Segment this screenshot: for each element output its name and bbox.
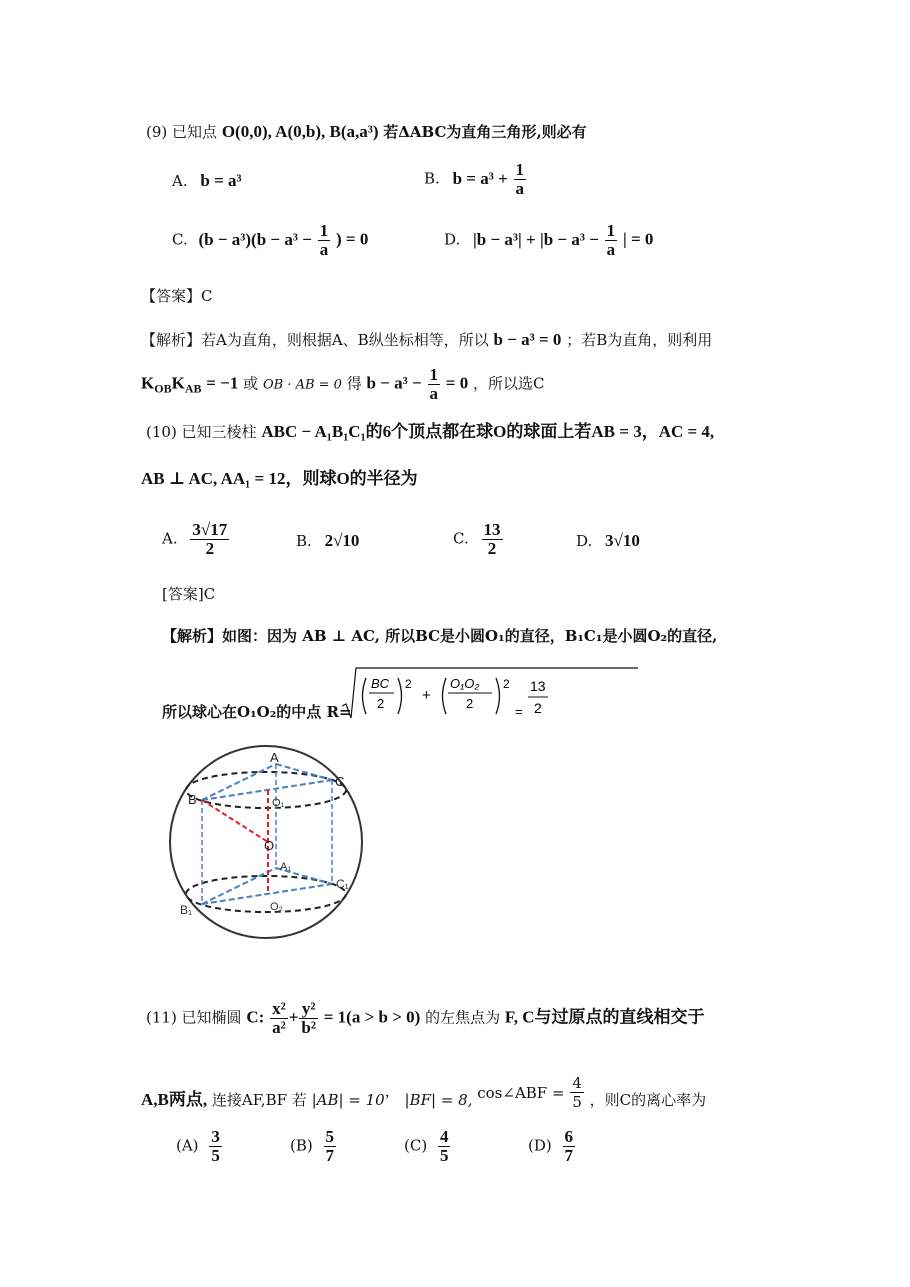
q10-explanation-line1 — [162, 626, 717, 646]
result-den: 2 — [534, 700, 542, 716]
frac1-den: 2 — [377, 696, 385, 711]
q11-stem-mid: 的左焦点为 — [425, 1008, 501, 1027]
frac2-num: O₁O₂ — [450, 676, 480, 691]
q9-option-a — [172, 171, 242, 191]
q10-stem-l2: AB ⊥ AC, AA₁ = 12，则球O的半径为 — [141, 469, 418, 488]
q11-option-b-num: 5 — [325, 1127, 335, 1146]
q9-option-a-math: b = a³ — [200, 171, 242, 190]
q10-option-a-num: 3√17 — [192, 520, 228, 539]
q11-option-a-fraction — [209, 1128, 222, 1165]
q9-expl2-k1: K — [141, 373, 155, 393]
q10-radical-expression — [342, 666, 642, 720]
label-o2: O₂ — [270, 901, 283, 913]
q11-option-a-num: 3 — [211, 1127, 220, 1146]
q9-expl2-sub1: OB — [154, 381, 172, 396]
q10-option-c — [453, 521, 504, 558]
q9-stem — [146, 122, 587, 142]
q9-option-d-label: D. — [444, 230, 461, 249]
q10-option-b — [296, 531, 359, 551]
q11-option-b — [290, 1128, 337, 1165]
q10-option-a-label: A. — [162, 529, 178, 548]
q9-option-b-label: B. — [424, 169, 440, 188]
exp2: 2 — [503, 677, 510, 691]
q9-option-b — [424, 161, 527, 198]
q9-option-c-label: C. — [172, 230, 188, 249]
plus-sign: + — [422, 687, 431, 704]
q9-option-c-num: 1 — [319, 221, 329, 240]
q9-expl2-den: a — [429, 384, 438, 403]
q10-option-c-num: 13 — [483, 520, 501, 539]
q9-option-d-num: 1 — [606, 221, 616, 240]
q11-option-c-label: (C) — [404, 1136, 428, 1155]
q10-option-b-label: B. — [296, 532, 312, 550]
q9-answer: 【答案】C — [141, 287, 213, 305]
label-a1: A₁ — [280, 861, 292, 873]
q9-stem-math: O(0,0), A(0,b), B(a,a³) — [221, 122, 379, 141]
q9-stem-prefix: (9) 已知点 — [146, 123, 218, 141]
q9-expl2-suffix: ，所以选C — [473, 374, 545, 393]
q11-option-d-fraction — [563, 1128, 576, 1165]
q9-option-c-math1: (b − a³)(b − a³ − — [198, 229, 312, 249]
q11-option-c — [404, 1128, 451, 1165]
q10-option-c-den: 2 — [487, 539, 497, 558]
label-c: C — [335, 774, 345, 789]
q9-option-c-fraction — [318, 222, 331, 259]
q11-l2-cos: cos∠ABF = — [477, 1083, 565, 1102]
q11-b2: b² — [301, 1018, 316, 1037]
q9-option-a-label: A. — [172, 172, 188, 190]
label-c1: C₁ — [336, 877, 349, 891]
q10-expl-head: 【解析】 — [162, 627, 223, 645]
q10-stem-line1 — [146, 422, 714, 442]
q11-stem-math2: = 1(a > b > 0) — [323, 1007, 421, 1027]
q9-option-b-num: 1 — [515, 160, 525, 179]
q9-option-b-math: b = a³ + — [452, 168, 508, 188]
frac1-num: BC — [371, 676, 390, 691]
q9-option-c — [172, 222, 368, 259]
q9-expl-mid: ；若B为直角，则利用 — [566, 331, 713, 349]
q11-option-c-fraction — [438, 1128, 451, 1165]
q11-l2-bf: |BF| = 8, — [404, 1091, 473, 1109]
q9-expl2-or: 或 — [243, 374, 259, 393]
q11-option-d-label: (D) — [528, 1136, 552, 1155]
q9-expl2-math3: b − a³ − — [366, 373, 422, 393]
q11-option-c-num: 4 — [439, 1127, 449, 1146]
q10-option-d — [576, 531, 640, 551]
q10-option-a — [162, 521, 230, 558]
q11-option-b-fraction — [324, 1128, 337, 1165]
frac2-den: 2 — [466, 696, 474, 711]
q11-stem-math1: C: — [246, 1007, 265, 1027]
q11-option-b-label: (B) — [290, 1136, 313, 1155]
q11-y-fraction — [299, 1000, 318, 1037]
q9-option-d-den: a — [606, 240, 616, 259]
q11-l2-ab: |AB| = 10 — [311, 1091, 385, 1109]
q9-option-d-fraction — [605, 222, 618, 259]
q9-expl2-num: 1 — [429, 365, 438, 384]
q11-cos-num: 4 — [572, 1074, 582, 1092]
q9-expl2-k2: K — [171, 373, 185, 393]
q10-figure — [160, 742, 370, 942]
q11-l2-suffix: ，则C的离心率为 — [589, 1091, 707, 1109]
result-num: 13 — [530, 678, 546, 694]
q9-explanation-line2 — [141, 366, 544, 403]
equals-sign: = — [515, 704, 523, 719]
q11-option-d-num: 6 — [564, 1127, 574, 1146]
q10-stem-l1: ABC − A₁B₁C₁的6个顶点都在球O的球面上若AB = 3，AC = 4, — [261, 422, 715, 441]
q9-explanation-line1 — [141, 330, 712, 350]
q11-option-c-den: 5 — [439, 1146, 449, 1165]
label-a: A — [270, 750, 279, 765]
q11-cos-group — [477, 1074, 585, 1111]
q11-cos-den: 5 — [572, 1093, 582, 1111]
q9-stem-suffix: 若ΔABC为直角三角形,则必有 — [383, 123, 587, 141]
q11-a2: a² — [272, 1018, 286, 1037]
q9-option-d-math2: | = 0 — [622, 229, 654, 249]
q9-option-b-fraction — [514, 161, 527, 198]
q10-option-c-fraction — [482, 521, 503, 558]
q10-option-d-label: D. — [576, 532, 593, 550]
q9-expl-math1: b − a³ = 0 — [493, 330, 562, 349]
q10-answer: [答案]C — [162, 585, 216, 603]
q9-option-c-math2: ) = 0 — [335, 229, 369, 249]
label-o: O — [264, 838, 275, 853]
q10-option-d-math: 3√10 — [605, 531, 640, 550]
q9-expl2-math2: = −1 — [206, 373, 239, 393]
q9-option-d — [444, 222, 653, 259]
q11-x-fraction — [270, 1000, 288, 1037]
q10-stem-line2 — [141, 469, 418, 489]
q11-option-b-den: 7 — [325, 1146, 335, 1165]
right-paren-1 — [398, 678, 402, 714]
q9-option-d-math1: |b − a³| + |b − a³ − — [473, 229, 599, 249]
q11-stem-prefix: (11) 已知椭圆 — [146, 1008, 242, 1027]
q11-x2: x² — [272, 999, 286, 1018]
q9-expl2-sub2: AB — [184, 381, 202, 396]
q10-option-a-den: 2 — [205, 539, 215, 558]
q9-option-b-den: a — [515, 179, 525, 198]
q10-option-b-math: 2√10 — [324, 531, 360, 550]
q9-expl-prefix: 【解析】若A为直角，则根据A、B纵坐标相等，所以 — [141, 331, 489, 349]
q10-expl-l1: 如图：因为 AB ⊥ AC, 所以BC是小圆O₁的直径，B₁C₁是小圆O₂的直径, — [222, 627, 718, 645]
right-paren-2 — [496, 678, 500, 714]
left-paren-1 — [363, 678, 367, 714]
q11-option-d — [528, 1128, 576, 1165]
label-o1: O₁ — [272, 797, 285, 809]
q9-option-c-den: a — [319, 240, 329, 259]
q11-stem-math3: F, C与过原点的直线相交于 — [504, 1007, 705, 1027]
exp1: 2 — [405, 677, 412, 691]
q11-option-d-den: 7 — [564, 1146, 574, 1165]
q11-stem-line1: (11) 已知椭圆 C: $\frac{\text{x²}}{\text{a²}}$ + $\frac{\text{y²}}{\text{b²}}$ = 1(a > b > 0) 的左焦点为 F, C与过原点的直线相交于 — [146, 999, 705, 1037]
q10-option-c-label: C. — [453, 529, 469, 548]
q11-option-a — [176, 1128, 223, 1165]
q11-stem-line2: A,B两点, 连接AF,BF 若 |AB| = 10， |BF| = 8, cos∠ABF = $\frac{4}{5}$ ，则C的离心率为 — [141, 1074, 707, 1111]
q9-expl2-fraction — [428, 366, 441, 403]
q10-expl-l2-prefix: 所以球心在O₁O₂的中点 R= — [162, 703, 352, 721]
label-b: B — [188, 792, 197, 807]
q9-expl2-vec: OB · AB = 0 — [262, 377, 342, 393]
q11-option-a-label: (A) — [176, 1136, 199, 1155]
label-b1: B₁ — [180, 903, 193, 917]
q11-l2-text: 连接AF,BF 若 — [211, 1091, 307, 1109]
q9-expl2-math4: = 0 — [445, 373, 469, 393]
q10-option-a-fraction — [190, 521, 229, 558]
left-paren-2 — [443, 678, 447, 714]
q9-expl2-get: 得 — [346, 374, 362, 393]
q11-cos-fraction — [570, 1074, 584, 1111]
q11-l2-math: A,B两点, — [141, 1090, 208, 1109]
q11-option-a-den: 5 — [211, 1146, 220, 1165]
q11-y2: y² — [299, 1000, 318, 1019]
q10-stem-prefix: (10) 已知三棱柱 — [146, 423, 257, 441]
